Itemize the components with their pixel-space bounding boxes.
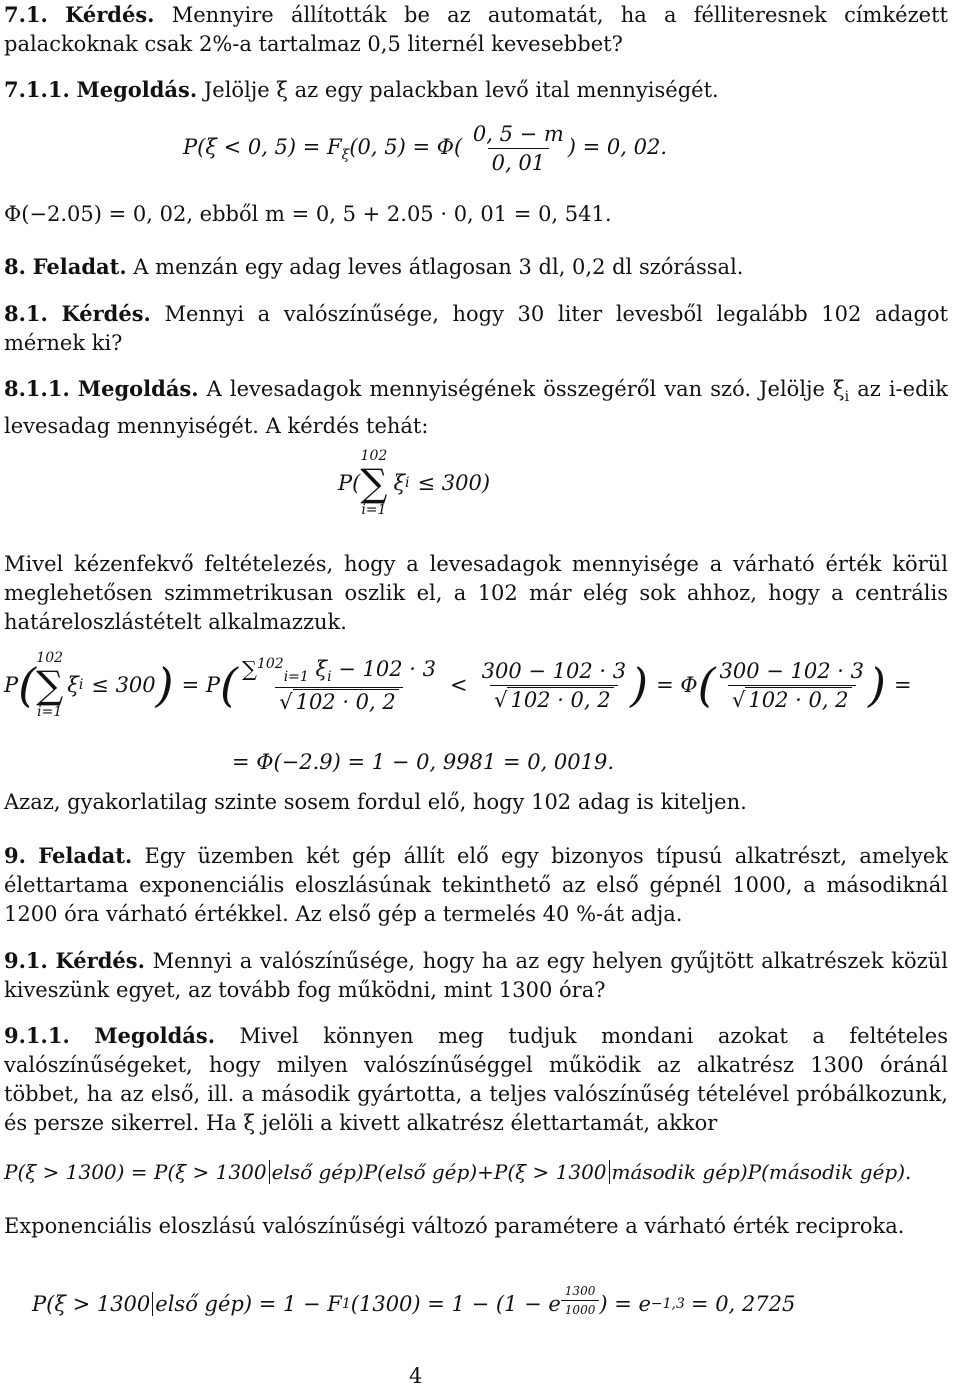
eq7-part-c: (1300) = 1 − (1 − e: [350, 1291, 561, 1316]
eq3-term: ξ: [393, 471, 406, 495]
solution-sub: i: [844, 389, 850, 406]
eq3-term-sub: i: [405, 475, 410, 491]
solution-text-2: az i-edik levesadag mennyiségét. A kérdés tehát:: [4, 377, 948, 439]
frac2-numerator: 300 − 102 · 3: [481, 658, 627, 683]
sum-symbol: [36, 650, 63, 720]
sum-upper: 102: [36, 650, 64, 666]
eq1-rhs: ) = 0, 02.: [567, 135, 668, 159]
question-8-1: [4, 299, 948, 358]
eq4-term-sub: i: [78, 677, 84, 693]
eq4-fraction-1: [238, 656, 440, 714]
section-title: Megoldás.: [76, 77, 198, 102]
frac1-numerator: ∑$^{102}_{i=1}$ $\xi_i - 102 \cdot 3$: [241, 655, 436, 686]
paragraph-1: Mivel kézenfekvő feltételezés, hogy a levesadagok mennyisége a várható érték körül meglehetősen szimmetrikusan oszlik el, a 102 már elég sok ahhoz, hogy a centrális határeloszlástételt alkalmazzuk.: [4, 552, 948, 634]
frac1-num-rest: − 102 · 3: [338, 656, 436, 681]
page-number: 4: [409, 1364, 423, 1388]
section-number: 8.: [4, 254, 26, 279]
sum-upper: 102: [360, 448, 388, 464]
equation-2: Φ(−2.05) = 0, 02, ebből m = 0, 5 + 2.05 · 0, 01 = 0, 541.: [4, 202, 612, 226]
paren-left-icon: (: [697, 658, 716, 712]
solution-text: Mivel könnyen meg tudjuk mondani azokat a feltételes valószínűségeket, hogy milyen valószínűséggel működik az alkatrész 1300 óránál többet, ha az első, ill. a második gyártotta, a teljes valószínűség tételével próbálkozunk, és persze sikerrel. Ha ξ jelöli a kivett alkatrész élettartamát, akkor: [4, 1024, 948, 1135]
equation-7: [32, 1284, 796, 1317]
exp-denominator: 1000: [561, 1300, 600, 1317]
eq6-part-c: második gép)P(második gép).: [609, 1160, 912, 1184]
paren-right-icon: ): [155, 658, 174, 712]
section-number: 7.1.: [4, 2, 48, 27]
equation-6: [4, 1160, 911, 1184]
eq1-mid: (0, 5) = Φ(: [349, 135, 463, 159]
paren-right-icon: ): [630, 658, 649, 712]
solution-8-1-1: [4, 374, 948, 441]
sigma-icon: ∑: [360, 461, 388, 505]
small-sigma-icon: ∑: [241, 656, 257, 681]
question-text: Mennyire állították be az automatát, ha a félliteresnek címkézett palackoknak csak 2%-a tartalmaz 0,5 liternél kevesebbet?: [4, 3, 948, 56]
equation-1: [183, 122, 667, 175]
sum-lower: i=1: [37, 704, 63, 720]
eq1-lhs: P(ξ < 0, 5) = F: [183, 135, 342, 159]
eq6-part-b: első gép)P(első gép)+P(ξ > 1300: [269, 1160, 607, 1184]
frac1-sum-upper: 102: [256, 655, 284, 672]
eq1-numerator: 0, 5 − m: [472, 122, 564, 146]
eq6-part-a: P(ξ > 1300) = P(ξ > 1300: [4, 1160, 267, 1184]
paren-left-icon: (: [18, 658, 37, 712]
eq4-le: ≤ 300: [91, 673, 156, 697]
frac3-den-value: 102 · 0, 2: [745, 687, 851, 712]
task-text: Egy üzemben két gép állít elő egy bizonyos típusú alkatrészt, amelyek élettartama exponenciális eloszlásúnak tekinthető az első gépnél 1000, a másodiknál 1200 óra várható értékkel. Az első gép a termelés 40 %-át adja.: [4, 844, 948, 926]
eq7-part-d: ) = e: [599, 1291, 651, 1316]
section-number: 9.: [4, 843, 26, 868]
sum-lower: i=1: [361, 502, 387, 518]
eq4-end: =: [893, 673, 912, 697]
solution-9-1-1: [4, 1021, 948, 1138]
question-9-1: [4, 946, 948, 1005]
eq7-sub: 1: [341, 1295, 351, 1312]
eq4-lt: <: [450, 673, 468, 697]
section-number: 9.1.1.: [4, 1023, 70, 1048]
sum-symbol: [360, 448, 387, 518]
task-8: [4, 252, 948, 282]
eq1-sub: ξ: [341, 147, 350, 164]
eq3-p: P(: [338, 471, 361, 495]
exp-numerator: 1300: [564, 1284, 596, 1298]
eq4-fraction-2: [478, 659, 631, 712]
eq1-fraction: [469, 122, 568, 175]
equation-4: [4, 650, 912, 720]
section-title: Kérdés.: [61, 301, 151, 326]
paren-right-icon: ): [868, 658, 886, 712]
eq4-term: ξ: [67, 673, 79, 697]
solution-7-1-1: [4, 75, 948, 105]
solution-text: Jelölje ξ az egy palackban levő ital mennyiségét.: [203, 78, 719, 102]
section-number: 7.1.1.: [4, 77, 70, 102]
question-7-1: [4, 0, 948, 59]
equation-5: = Φ(−2.9) = 1 − 0, 9981 = 0, 0019.: [232, 750, 615, 774]
frac3-denominator: √ 102 · 0, 2: [728, 685, 856, 712]
task-text: A menzán egy adag leves átlagosan 3 dl, 0,2 dl szórással.: [133, 255, 744, 279]
sigma-icon: ∑: [36, 663, 64, 707]
section-number: 9.1.: [4, 948, 48, 973]
frac1-den-value: 102 · 0, 2: [293, 689, 399, 714]
eq7-part-e: = 0, 2725: [690, 1291, 796, 1316]
eq3-rest: ≤ 300): [417, 471, 491, 495]
solution-text: A levesadagok mennyiségének összegéről van szó. Jelölje ξ: [206, 377, 845, 401]
eq7-part-b: első gép) = 1 − F: [152, 1292, 342, 1316]
eq1-denominator: 0, 01: [488, 148, 549, 175]
section-title: Kérdés.: [55, 948, 145, 973]
eq7-part-a: P(ξ > 1300: [32, 1291, 151, 1316]
section-title: Kérdés.: [65, 2, 155, 27]
frac2-den-value: 102 · 0, 2: [507, 687, 613, 712]
section-title: Megoldás.: [94, 1023, 216, 1048]
section-title: Feladat.: [38, 843, 133, 868]
frac1-denominator: √ 102 · 0, 2: [275, 687, 403, 714]
task-9: [4, 841, 948, 929]
eq4-p: P: [4, 673, 19, 697]
frac1-sum-lower: i=1: [283, 669, 309, 686]
frac3-numerator: 300 − 102 · 3: [719, 658, 865, 683]
eq4-fraction-3: [716, 659, 869, 712]
eq4-phi: = Φ: [656, 673, 698, 697]
equation-3: [338, 448, 490, 518]
eq4-eq: = P: [181, 673, 221, 697]
question-text: Mennyi a valószínűsége, hogy ha az egy helyen gyűjtött alkatrészek közül kiveszünk egyet, az tovább fog működni, mint 1300 óra?: [4, 949, 948, 1002]
section-number: 8.1.1.: [4, 376, 70, 401]
paragraph-2: Azaz, gyakorlatilag szinte sosem fordul elő, hogy 102 adag is kiteljen.: [4, 790, 747, 814]
section-number: 8.1.: [4, 301, 48, 326]
eq7-exponent: −1,3: [650, 1295, 685, 1312]
paragraph-3: Exponenciális eloszlású valószínűségi változó paramétere a várható érték reciproka.: [4, 1214, 905, 1238]
eq7-exponent-fraction: [561, 1284, 600, 1317]
section-title: Megoldás.: [77, 376, 199, 401]
frac2-denominator: √ 102 · 0, 2: [490, 685, 618, 712]
question-text: Mennyi a valószínűsége, hogy 30 liter levesből legalább 102 adagot mérnek ki?: [4, 302, 948, 355]
paren-left-icon: (: [220, 658, 238, 712]
section-title: Feladat.: [32, 254, 127, 279]
